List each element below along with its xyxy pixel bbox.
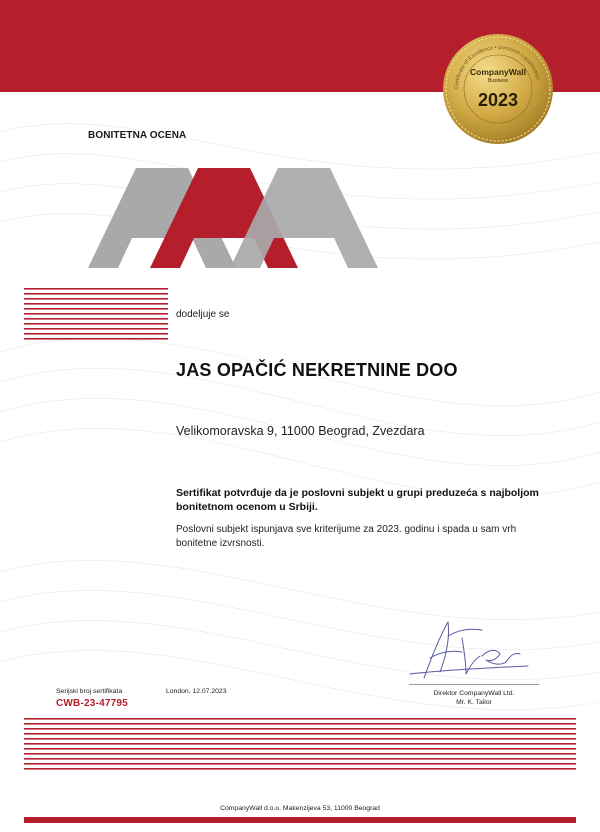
serial-number: CWB-23-47795 [56,698,128,709]
signer-name: Mr. K. Tailor [456,699,492,706]
company-address: Velikomoravska 9, 11000 Beograd, Zvezdara [176,424,425,438]
issue-place-date: London, 12.07.2023 [166,688,227,695]
seal-badge [442,33,554,145]
company-name: JAS OPAČIĆ NEKRETNINE DOO [176,360,458,380]
awarded-text: dodeljuje se [176,309,230,320]
bottom-red-stripes [24,718,576,774]
seal-ring-text: Certificate of Excellence • Izvrsnost u poslovanju [453,44,541,90]
certificate-statement: Sertifikat potvrđuje da je poslovni subjekt u grupi preduzeća s najboljom bonitetnom ocenom u Srbiji. [176,487,539,513]
signature-line [409,684,539,685]
certificate-criteria: Poslovni subjekt ispunjava sve kriterijume za 2023. godinu i spada u sam vrh bonitetne izvrsnosti. [176,524,517,549]
left-red-stripes [24,288,168,342]
signer-title: Direktor CompanyWall Ltd. [433,690,515,697]
seal-subbrand: Business [487,78,509,84]
header-label: BONITETNA OCENA [88,130,187,141]
seal-year: 2023 [477,90,519,110]
rating-logo [88,168,378,268]
director-signature [404,616,532,686]
seal-brand: CompanyWall [470,67,526,77]
bottom-red-band [24,817,576,823]
serial-label: Serijski broj sertifikata [56,688,123,695]
footer-address: CompanyWall d.o.o. Makenzijeva 53, 11000 Beograd [220,805,380,812]
